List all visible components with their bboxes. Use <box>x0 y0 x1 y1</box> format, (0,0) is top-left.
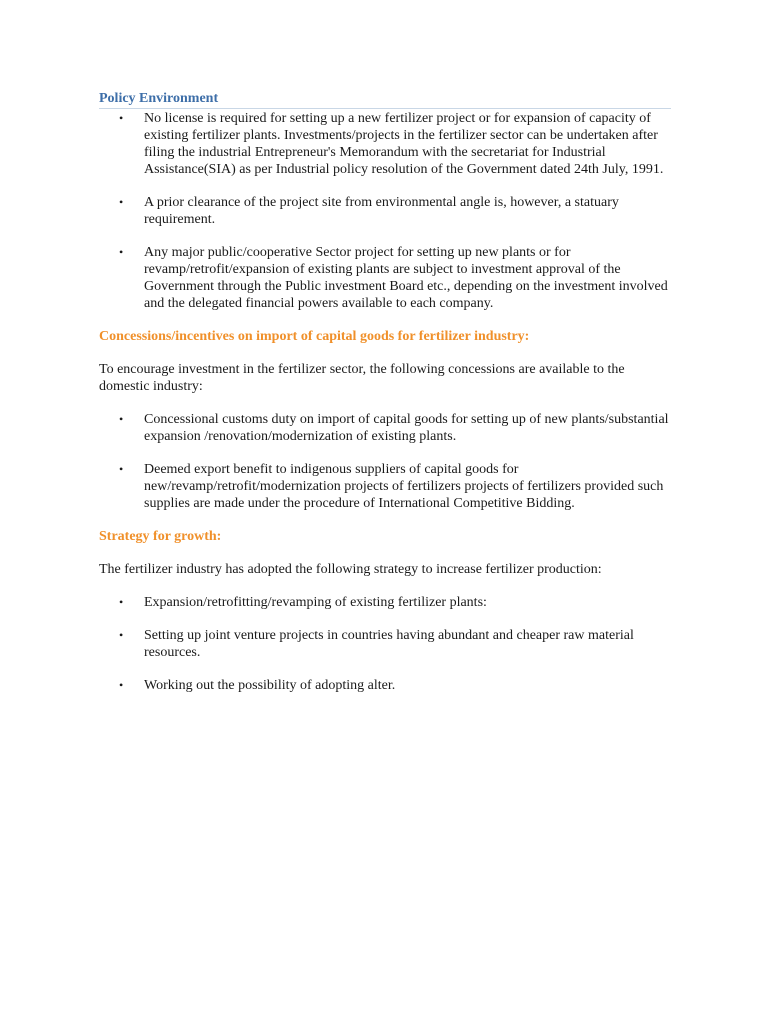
list-item-text: Any major public/cooperative Sector project for setting up new plants or for revamp/retrofit/expansion of existing plants are subject to investment approval of the Government through the Public investment Board etc., depending on the investment involved and the delegated financial powers available to each company. <box>144 245 668 311</box>
concessions-intro: To encourage investment in the fertilizer sector, the following concessions are available to the domestic industry: <box>99 362 625 394</box>
list-item <box>99 627 671 661</box>
strategy-intro: The fertilizer industry has adopted the following strategy to increase fertilizer production: <box>99 562 602 577</box>
strategy-list <box>99 594 671 694</box>
list-item <box>99 411 671 445</box>
bullet-icon: • <box>119 462 124 476</box>
bullet-icon: • <box>119 595 124 609</box>
document-content <box>99 90 671 694</box>
list-item <box>99 461 671 512</box>
list-item-text: Setting up joint venture projects in countries having abundant and cheaper raw material resources. <box>144 628 634 660</box>
list-item-text: No license is required for setting up a new fertilizer project or for expansion of capacity of existing fertilizer plants. Investments/projects in the fertilizer sector can be undertaken after filing the industrial Entrepreneur's Memorandum with the secretariat for Industrial Assistance(SIA) as per Industrial policy resolution of the Government dated 24th July, 1991. <box>144 111 664 177</box>
list-item-text: Concessional customs duty on import of capital goods for setting up of new plants/substantial expansion /renovation/modernization of existing plants. <box>144 412 669 444</box>
bullet-icon: • <box>119 412 124 426</box>
list-item-text: Deemed export benefit to indigenous suppliers of capital goods for new/revamp/retrofit/modernization projects of fertilizers projects of fertilizers provided such supplies are made under the procedure of International Competitive Bidding. <box>144 462 664 511</box>
list-item <box>99 110 671 178</box>
bullet-icon: • <box>119 628 124 642</box>
list-item <box>99 677 671 694</box>
list-item-text: Expansion/retrofitting/revamping of existing fertilizer plants: <box>144 595 487 610</box>
bullet-icon: • <box>119 195 124 209</box>
bullet-icon: • <box>119 678 124 692</box>
list-item <box>99 594 671 611</box>
list-item-text: Working out the possibility of adopting alter. <box>144 678 396 693</box>
list-item-text: A prior clearance of the project site from environmental angle is, however, a statuary requirement. <box>144 195 619 227</box>
bullet-icon: • <box>119 245 124 259</box>
strategy-heading: Strategy for growth: <box>99 529 222 544</box>
bullet-icon: • <box>119 111 124 125</box>
concessions-list <box>99 411 671 512</box>
list-item <box>99 194 671 228</box>
list-item <box>99 244 671 312</box>
policy-heading: Policy Environment <box>99 90 671 109</box>
policy-list <box>99 110 671 312</box>
concessions-heading: Concessions/incentives on import of capital goods for fertilizer industry: <box>99 329 530 344</box>
